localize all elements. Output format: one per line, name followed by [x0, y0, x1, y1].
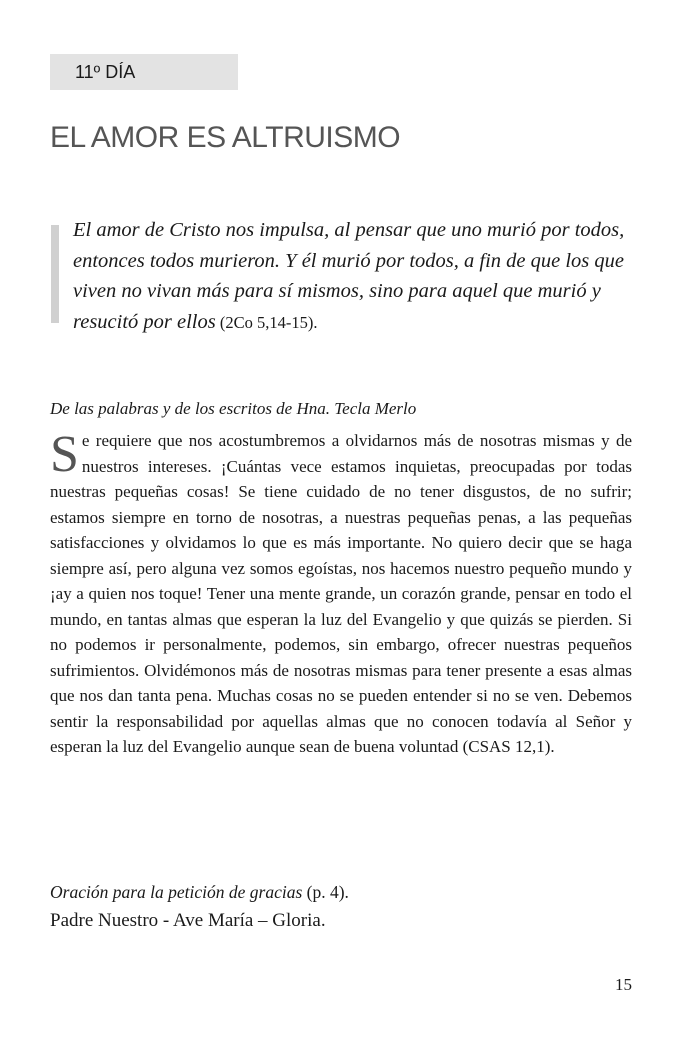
reading-text: e requiere que nos acostumbremos a olvidarnos más de nosotras mismas y de nuestros intereses. ¡Cuántas vece estamos inquietas, preocupadas por todas nuestras pequeñas cosas! Se tiene cuidado de no tener disgustos, de no sufrir; estamos siempre en torno de nosotras, a nuestras pequeñas penas, a las pequeñas satisfacciones y olvidamos lo que es más importante. No quiero decir que se haga siempre así, pero alguna vez somos egoístas, nos hacemos nuestro pequeño mundo y ¡ay a quien nos toque! Tener una mente grande, un corazón grande, pensar en todo el mundo, en tantas almas que esperan la luz del Evangelio y que quizás se pierden. Si no podemos ir personalmente, podemos, sin embargo, ofrecer nuestras pequeños sufrimientos. Olvidémonos más de nosotras mismas para tener presente a esas almas que nos dan tanta pena. Muchas cosas no se pueden entender si no se ven. Debemos sentir la responsabilidad por aquellas almas que no conocen todavía al Señor y esperan la luz del Evangelio aunque sean de buena voluntad (CSAS 12,1). — [50, 431, 632, 756]
quote-text: El amor de Cristo nos impulsa, al pensar que uno murió por todos, entonces todos murieron. Y él murió por todos, a fin de que los que viven no vivan más para sí mismos, sino para aquel que murió y resucitó por ellos — [73, 219, 625, 333]
prayer-instruction — [50, 877, 349, 907]
reading-source: De las palabras y de los escritos de Hna. Tecla Merlo — [50, 399, 417, 418]
quote-reference: (2Co 5,14-15). — [215, 312, 318, 332]
quote-bar — [51, 225, 59, 323]
drop-cap: S — [50, 426, 79, 483]
prayer-list: Padre Nuestro - Ave María – Gloria. — [50, 910, 326, 931]
day-label: 11º DÍA — [50, 54, 238, 90]
reading-body — [50, 428, 632, 760]
prayer-title: Oración para la petición de gracias — [50, 882, 303, 902]
page-title: EL AMOR ES ALTRUISMO — [50, 121, 401, 154]
prayer-page-ref: (p. 4). — [302, 882, 349, 902]
scripture-quote — [73, 215, 628, 338]
page-number: 15 — [615, 975, 632, 994]
